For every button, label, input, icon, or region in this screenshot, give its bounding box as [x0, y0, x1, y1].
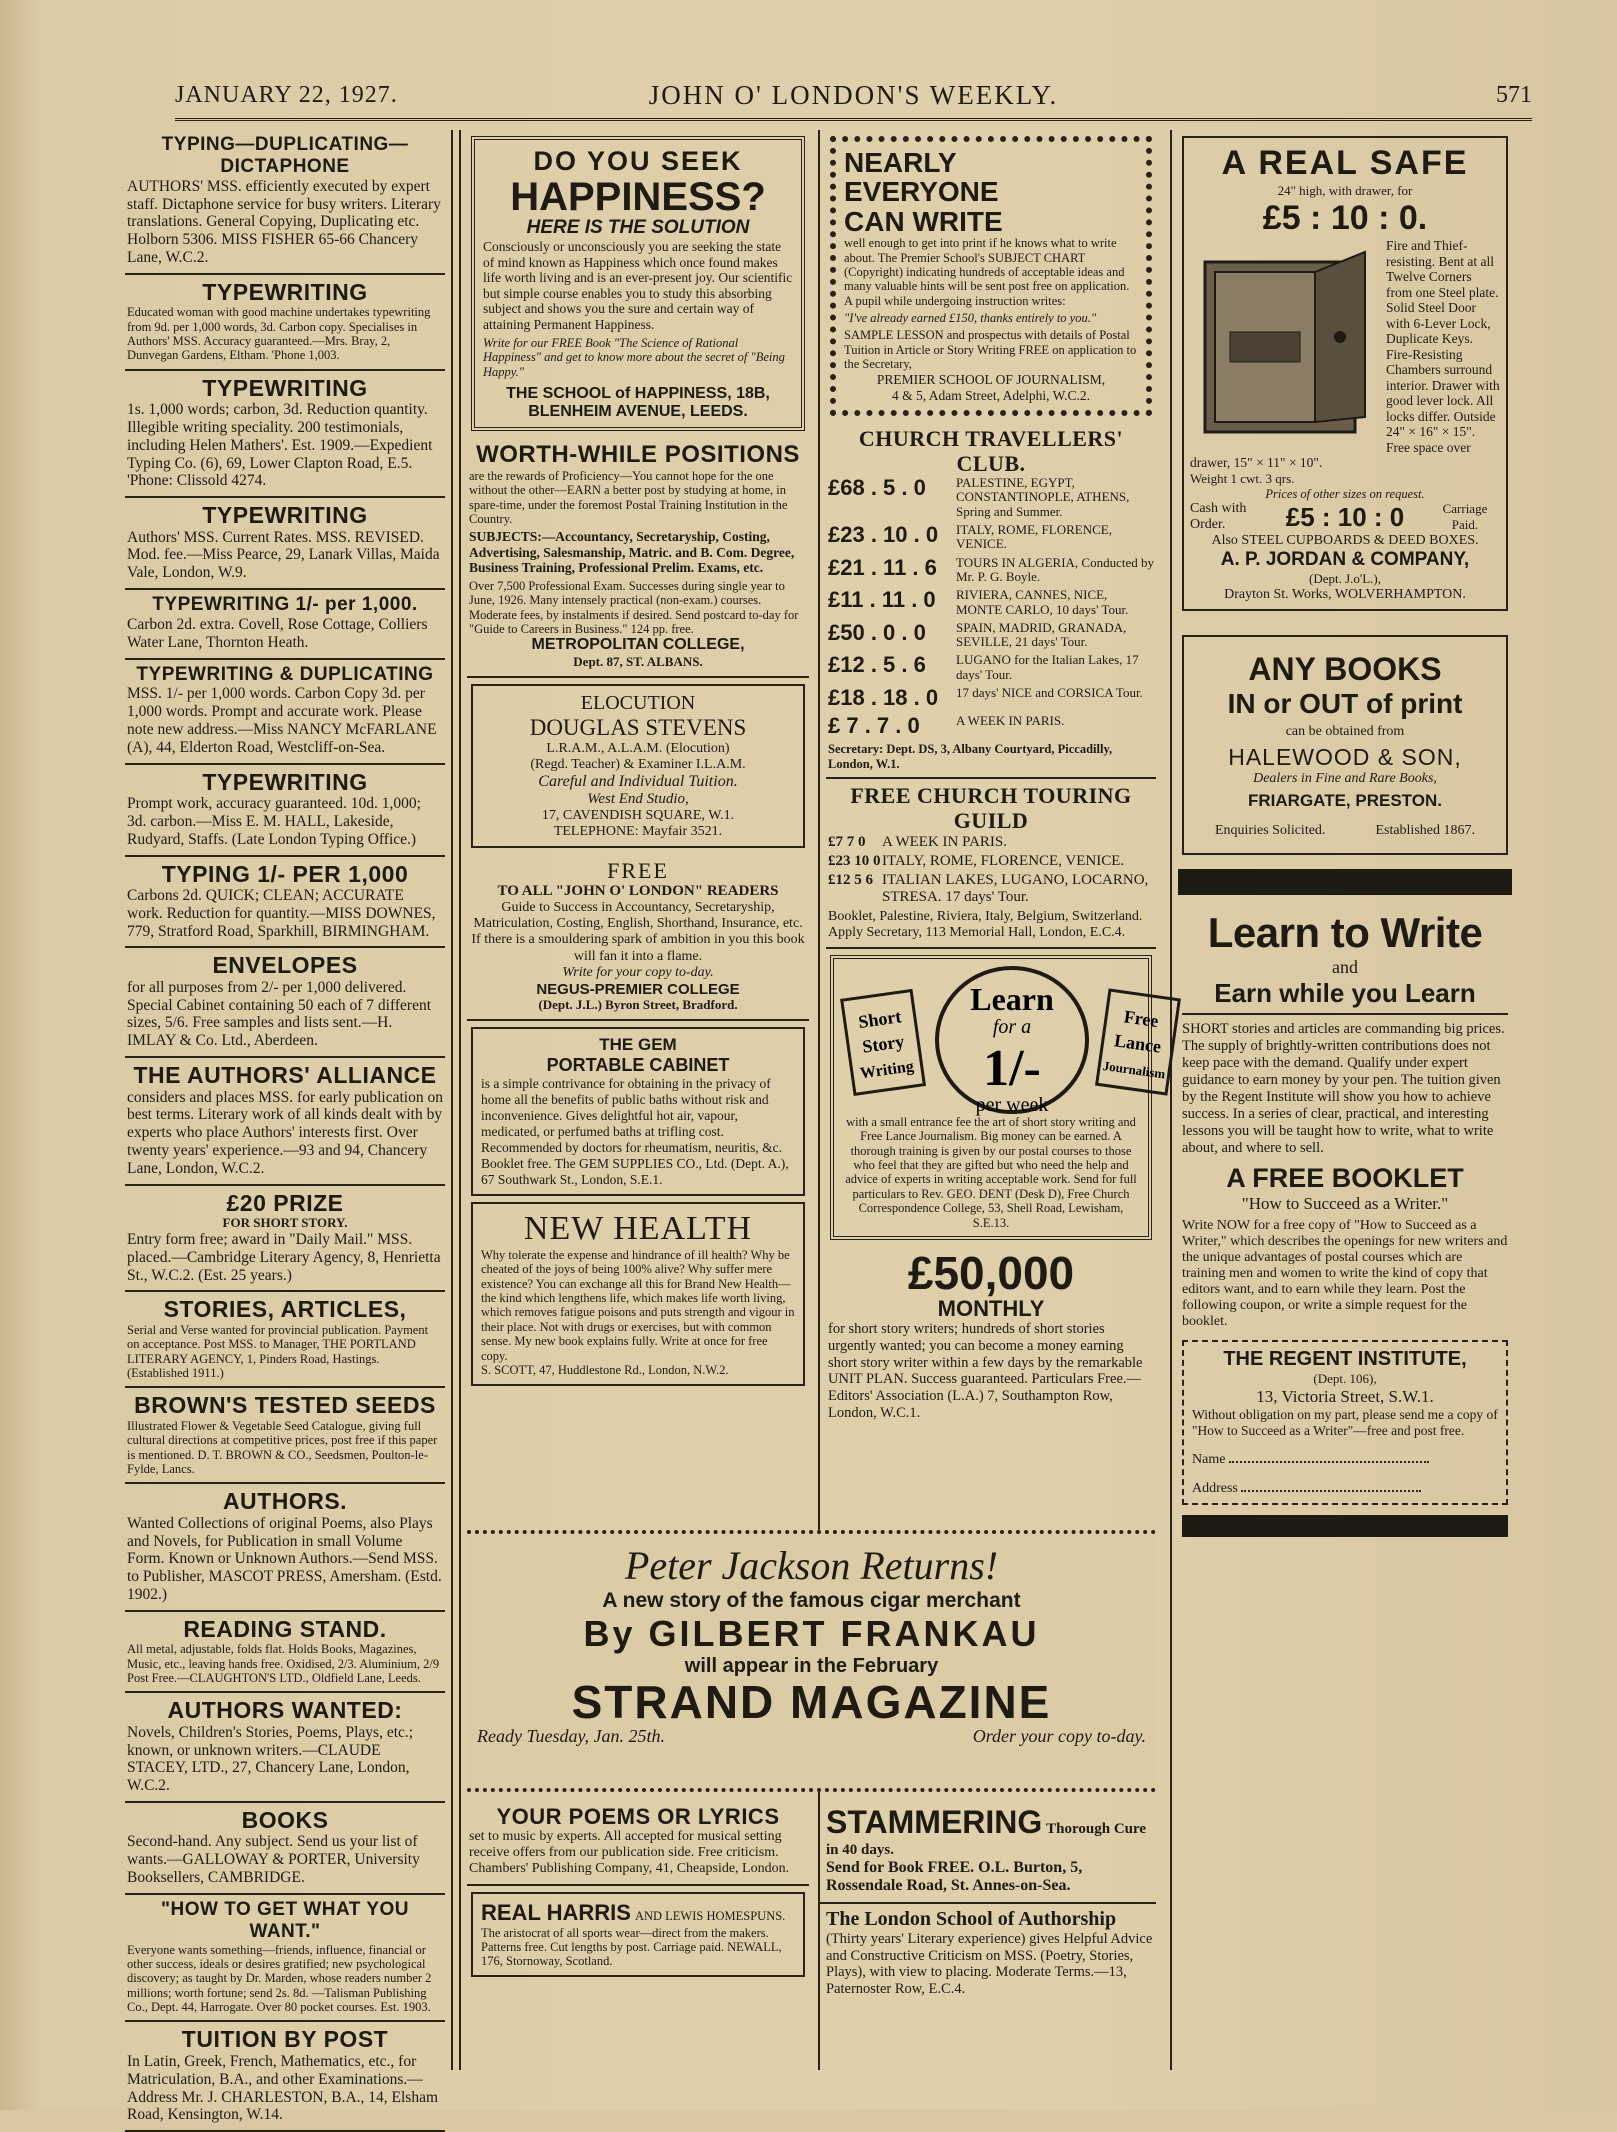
tour-price: £21 . 11 . 6	[828, 554, 937, 580]
name-field[interactable]	[1229, 1447, 1429, 1463]
tour-price: £23 10 0	[828, 852, 881, 869]
ad-subhead: A new story of the famous cigar merchant	[602, 1589, 1021, 1612]
price-row	[828, 686, 1154, 710]
ad-body: with a small entrance fee the art of short story writing and Free Lance Journalism. Big money can be earned. A thorough training is given by our postal courses to those who feel that they are gifted but who need the help and advice of experts in writing acceptable work. Send for full particulars to Rev. GEO. DENT (Desk D), Free Church Correspondence College, 53, Shell Road, Lewisham, S.E.13.	[845, 1114, 1137, 1230]
page-header	[175, 78, 1532, 121]
ad-headline: BROWN'S TESTED SEEDS	[134, 1392, 436, 1419]
elocution-ad	[471, 684, 805, 848]
ad-signature: PREMIER SCHOOL OF JOURNALISM,	[876, 371, 1106, 387]
ad-headline: ELOCUTION	[580, 691, 696, 714]
classified-ad	[125, 2022, 445, 2132]
tour-description: RIVIERA, CANNES, NICE, MONTE CARLO, 10 days' Tour.	[956, 587, 1129, 617]
ad-note: Write for our FREE Book "The Science of Rational Happiness" and get to know more about the secret of "Being Happy."	[483, 336, 785, 379]
ad-headline: READING STAND.	[183, 1615, 387, 1642]
ad-body: TELEPHONE: Mayfair 3521.	[553, 823, 723, 839]
ad-subhead: AND LEWIS HOMESPUNS.	[634, 1908, 786, 1923]
classified-ad	[125, 1895, 445, 2023]
ready-date: Ready Tuesday, Jan. 25th.	[477, 1726, 665, 1747]
ad-headline: TYPEWRITING 1/- per 1,000.	[152, 594, 418, 616]
ad-body: (Regd. Teacher) & Examiner I.L.A.M.	[530, 756, 746, 772]
price-row	[828, 834, 1154, 851]
per-week-label: per week	[975, 1093, 1049, 1116]
safe-ad	[1182, 136, 1508, 611]
magazine-name: STRAND MAGAZINE	[571, 1676, 1052, 1728]
bottom-right-ads	[818, 1800, 1156, 2004]
order-note: Order your copy to-day.	[972, 1726, 1146, 1747]
tour-price: £18 . 18 . 0	[828, 685, 939, 710]
ad-note: Prices of other sizes on request.	[1265, 486, 1425, 501]
ad-body: Carbon 2d. extra. Covell, Rose Cottage, Colliers Water Lane, Thornton Heath.	[127, 615, 428, 651]
ad-headline: Peter Jackson Returns!	[624, 1543, 999, 1588]
enquiries-note: Enquiries Solicited.	[1215, 823, 1326, 839]
ad-headline: STORIES, ARTICLES,	[163, 1296, 407, 1323]
ad-headline: A REAL SAFE	[1221, 144, 1469, 182]
ad-body: for all purposes from 2/- per 1,000 delivered. Special Cabinet containing 50 each of 7 different sizes, 5/6. Free samples and lists sent.—H. IMLAY & Co. Ltd., Aberdeen.	[127, 978, 432, 1050]
tour-description: A WEEK IN PARIS.	[956, 713, 1065, 729]
any-books-ad	[1182, 635, 1508, 855]
ad-body: Send for Book FREE. O.L. Burton, 5, Rossendale Road, St. Annes-on-Sea.	[826, 1859, 1083, 1895]
coupon[interactable]	[1182, 1340, 1508, 1505]
ad-headline: The London School of Authorship	[826, 1907, 1117, 1930]
coupon-title: THE REGENT INSTITUTE,	[1223, 1348, 1467, 1371]
bottom-left-ads	[467, 1800, 809, 1983]
ad-body: Over 7,500 Professional Exam. Successes during single year to June, 1926. Many intensely practical (non-exam.) courses. Moderate fees, by instalments if desired. Send postcard to-day for "Guide to Careers in Business." 124 pp. free.	[469, 578, 799, 636]
ad-body: 1s. 1,000 words; carbon, 3d. Reduction quantity. Illegible writing speciality. 200 testimonials, including Helen Mathers'. Est. 1909.—Expedient Typing Co. (6), 69, Lower Clapton Road, E.5. 'Phone: Clissold 4274.	[127, 401, 433, 490]
ad-body: Wanted Collections of original Poems, also Plays and Novels, for Publication in small Volume Form. Known or Unknown Authors.—Send MSS. to Publisher, MASCOT PRESS, Amersham. (Estd. 1902.)	[127, 1514, 442, 1603]
classified-ad	[125, 857, 445, 949]
nearly-everyone-ad	[830, 136, 1152, 416]
ad-headline: TUITION BY POST	[181, 2026, 389, 2053]
ad-subhead: "How to Succeed as a Writer."	[1241, 1194, 1449, 1214]
carriage-paid: Carriage Paid.	[1442, 501, 1488, 533]
ad-headline: A FREE BOOKLET	[1226, 1163, 1464, 1194]
ad-headline: ANY BOOKS	[1248, 651, 1442, 688]
divider-bar	[1178, 869, 1512, 895]
ad-body: All metal, adjustable, folds flat. Holds Books, Magazines, Music, etc., leaving hands free. Oxidised, 2/3. Aluminium, 2/9 Post Free.—CLAUGHTON'S LTD., Oldfield Lane, Leeds.	[127, 1642, 440, 1685]
ad-headline: AUTHORS WANTED:	[167, 1697, 403, 1724]
ad-headline: THE AUTHORS' ALLIANCE	[133, 1062, 437, 1089]
ad-body: Dealers in Fine and Rare Books,	[1253, 771, 1437, 787]
ad-body: Write NOW for a free copy of "How to Succeed as a Writer," which describes the openings for new writers and the unique advantages of postal courses which are training men and women to write the kind of copy that editors want, and to earn while they learn. Post the following coupon, or write a simple request for the booklet.	[1182, 1218, 1508, 1330]
ad-body: Everyone wants something—friends, influence, financial or other success, ideals or desires gratified; new psychological discovery; as taught by Dr. Marden, whose readers number 2 millions; worth fortune; send 2s. 8d. —Talisman Publishing Co., Dept. 44, Harrogate. Over 80 pocket courses. Est. 1903.	[127, 1942, 432, 2015]
classified-ad	[125, 1388, 445, 1484]
ad-body: Illustrated Flower & Vegetable Seed Catalogue, giving full cultural directions at competitive prices, post free if this paper is mentioned. D. T. BROWN & CO., Seedsmen, Poulton-le-Fylde, Lancs.	[127, 1418, 438, 1476]
ad-body: MSS. 1/- per 1,000 words. Carbon Copy 3d. per 1,000 words. Prompt and accurate work. Please note new address.—Miss NANCY McFARLANE (A), 44, Elderton Road, Westcliff-on-Sea.	[127, 685, 437, 756]
address-field[interactable]	[1241, 1476, 1421, 1492]
cash-with-order: Cash with Order.	[1190, 501, 1247, 533]
stammering-ad	[818, 1800, 1156, 1904]
ad-headline: £20 PRIZE	[226, 1189, 344, 1216]
ad-headline: TYPEWRITING	[202, 502, 368, 529]
classified-ad	[125, 590, 445, 659]
safe-weight: Weight 1 cwt. 3 qrs.	[1190, 470, 1295, 486]
ad-headline: CAN WRITE	[844, 205, 1003, 237]
ad-subhead: TO ALL "JOHN O' LONDON" READERS	[497, 882, 779, 899]
price-row	[828, 523, 1154, 552]
ad-body: well enough to get into print if he knows what to write about. The Premier School's SUBJECT CHART (Copyright) indicating hundreds of acceptable ideas and many valuable hints will be sent post free on application. A pupil while undergoing instruction writes:	[844, 236, 1130, 308]
ad-signature: (Dept. J.o'L.),	[1308, 571, 1382, 587]
writing-label: Writing	[859, 1057, 915, 1083]
harris-ad	[471, 1892, 805, 1977]
classified-ad	[125, 275, 445, 371]
ad-signature: Drayton St. Works, WOLVERHAMPTON.	[1224, 587, 1466, 603]
classified-ad	[125, 1186, 445, 1293]
ad-body: can be obtained from	[1285, 724, 1405, 740]
ad-price: £5 : 10 : 0	[1285, 501, 1405, 532]
ad-subhead: and	[1332, 957, 1358, 978]
ad-signature: METROPOLITAN COLLEGE,	[531, 636, 745, 654]
price-row	[828, 714, 1154, 738]
classified-ad	[125, 948, 445, 1058]
classified-ad	[125, 498, 445, 590]
classified-ad	[125, 371, 445, 499]
ad-signature: 4 & 5, Adam Street, Adelphi, W.C.2.	[892, 387, 1090, 403]
price-list	[828, 476, 1154, 738]
ad-signature: NEGUS-PREMIER COLLEGE	[536, 980, 740, 998]
coupon-body: Without obligation on my part, please send me a copy of "How to Succeed as a Writer"—free and post free.	[1192, 1407, 1498, 1439]
ad-body: SAMPLE LESSON and prospectus with details of Postal Tuition in Article or Story Writing FREE on application to the Secretary,	[844, 328, 1137, 372]
ad-body: The aristocrat of all sports wear—direct from the makers. Patterns free. Cut lengths by post. Carriage paid. NEWALL, 176, Stornoway, Scotland.	[481, 1925, 782, 1969]
free-guide-ad	[467, 854, 809, 1021]
ad-body: Novels, Children's Stories, Poems, Plays, etc.; known, or unknown writers.—CLAUDE STACEY, LTD., 27, Chancery Lane, London, W.C.2.	[127, 1723, 414, 1795]
classified-ad	[125, 1292, 445, 1388]
story-label: Story	[861, 1030, 906, 1057]
ad-headline: THE GEM	[599, 1034, 677, 1054]
ad-body: Entry form free; award in "Daily Mail." MSS. placed.—Cambridge Literary Agency, 8, Henrietta St., W.C.2. (Est. 25 years.)	[127, 1230, 441, 1284]
classified-ad	[125, 1484, 445, 1612]
safe-illustration	[1190, 242, 1380, 442]
ad-headline: HAPPINESS?	[510, 175, 766, 219]
page-number: 571	[1496, 82, 1532, 108]
gem-cabinet-ad	[471, 1027, 805, 1196]
short-label: Short	[857, 1006, 903, 1032]
coupon-dept: (Dept. 106),	[1313, 1371, 1377, 1387]
name-label: Name	[1192, 1452, 1226, 1468]
ad-headline: TYPEWRITING	[202, 278, 368, 305]
column-rule	[459, 130, 461, 2070]
tour-price: £68 . 5 . 0	[828, 475, 926, 501]
ad-subhead: FOR SHORT STORY.	[222, 1215, 348, 1230]
fifty-thousand-ad	[826, 1246, 1156, 1427]
ad-headline: WORTH-WHILE POSITIONS	[476, 441, 800, 469]
address-label: Address	[1192, 1481, 1238, 1497]
ad-body: Careful and Individual Tuition.	[538, 772, 738, 790]
ad-body: set to music by experts. All accepted for musical setting receive offers from our publication side. Free criticism. Chambers' Publishing Company, 41, Cheapside, London.	[469, 1829, 790, 1877]
ad-headline: ENVELOPES	[212, 952, 358, 979]
ad-signature: FRIARGATE, PRESTON.	[1248, 791, 1442, 811]
ad-body: Carbons 2d. QUICK; CLEAN; ACCURATE work. Reduction for quantity.—MISS DOWNES, 779, Stratford Road, Sparkhill, BIRMINGHAM.	[127, 886, 436, 940]
poems-ad	[467, 1800, 809, 1886]
ad-body: Authors' MSS. Current Rates. MSS. REVISED. Mod. fee.—Miss Pearce, 29, Lanark Villas, Maida Vale, London, W.9.	[127, 528, 440, 582]
tour-description: TOURS IN ALGERIA, Conducted by Mr. P. G. Boyle.	[956, 554, 1155, 584]
ad-signature: THE SCHOOL of HAPPINESS, 18B, BLENHEIM AVENUE, LEEDS.	[506, 385, 770, 421]
tour-description: PALESTINE, EGYPT, CONSTANTINOPLE, ATHENS, Spring and Summer.	[956, 475, 1130, 519]
church-travellers-ad	[826, 422, 1156, 780]
ad-body: for short story writers; hundreds of short stories urgently wanted; you can become a money earning short story writer within a few days by the remarkable UNIT PLAN. Success guaranteed. Particulars Free.—Editors' Association (L.A.) 7, Southampton Row, London, W.C.1.	[828, 1321, 1143, 1421]
ad-headline: NEW HEALTH	[523, 1209, 753, 1247]
ad-headline: TYPEWRITING & DUPLICATING	[136, 663, 434, 685]
happiness-ad	[471, 136, 805, 431]
ad-headline: PORTABLE CABINET	[546, 1054, 730, 1075]
learn-banner-illustration	[842, 965, 1182, 1115]
price-row	[828, 588, 1154, 617]
ad-subhead: HERE IS THE SOLUTION	[526, 217, 750, 238]
ad-headline: TYPING—DUPLICATING— DICTAPHONE	[161, 134, 409, 177]
tour-price: £12 5 6	[828, 872, 873, 889]
for-a-label: for a	[992, 1015, 1032, 1038]
tour-description: ITALY, ROME, FLORENCE, VENICE.	[956, 522, 1112, 552]
tour-price: £ 7 . 7 . 0	[828, 713, 920, 739]
tour-price: £50 . 0 . 0	[828, 619, 926, 645]
journalism-label: Journalism	[1101, 1057, 1167, 1082]
ad-signature: (Dept. J.L.) Byron Street, Bradford.	[538, 996, 738, 1012]
learn-label: Learn	[970, 980, 1054, 1017]
ad-body: Second-hand. Any subject. Send us your list of wants.—GALLOWAY & PORTER, University Booksellers, CAMBRIDGE.	[127, 1833, 420, 1887]
ad-headline: TYPEWRITING	[202, 768, 368, 795]
ad-body: L.R.A.M., A.L.A.M. (Elocution)	[546, 740, 730, 756]
tour-description: SPAIN, MADRID, GRANADA, SEVILLE, 21 days' Tour.	[956, 619, 1127, 650]
ad-body: Fire and Thief-resisting. Bent at all Twelve Corners from one Steel plate. Solid Steel Door with 6-Lever Lock, Duplicate Keys. Fire-Resisting Chambers surround interior. Drawer with good lever lock. All locks differ. Outside 24" × 16" × 15". Free space over drawer, 15" × 11" × 10".	[1190, 238, 1500, 471]
ad-body: Serial and Verse wanted for provincial publication. Payment on acceptance. Post MSS. to Manager, THE PORTLAND LITERARY AGENCY, 1, Pinders Road, Hastings. (Established 1911.)	[127, 1322, 429, 1380]
ad-headline: Learn to Write	[1207, 909, 1483, 957]
free-church-guild-ad	[826, 779, 1156, 949]
ad-body: Booklet, Palestine, Riviera, Italy, Belgium, Switzerland. Apply Secretary, 113 Memorial Hall, London, E.C.4.	[828, 908, 1143, 940]
ad-signature: Dept. 87, ST. ALBANS.	[573, 653, 703, 669]
ad-headline: AUTHORS.	[222, 1488, 348, 1515]
ad-body: Prompt work, accuracy guaranteed. 10d. 1,000; 3d. carbon.—Miss E. M. HALL, Lakeside, Rudyard, Staffs. (Late London Typing Office.)	[127, 795, 421, 848]
price-row	[828, 476, 1154, 519]
ad-subhead: MONTHLY	[937, 1295, 1045, 1321]
classified-ad	[125, 660, 445, 765]
worthwhile-ad	[467, 437, 809, 677]
price-row	[828, 556, 1154, 585]
ad-signature: A. P. JORDAN & COMPANY,	[1220, 549, 1470, 571]
ad-headline: TYPING 1/- PER 1,000	[161, 860, 409, 887]
ad-subhead: Thorough Cure in 40 days.	[826, 1821, 1147, 1858]
ad-body: (Thirty years' Literary experience) gives Helpful Advice and Constructive Criticism on MSS. (Poetry, Stories, Plays), with view to placing. Moderate Terms.—13, Paternoster Row, E.C.4.	[826, 1930, 1153, 1997]
ad-headline: DO YOU SEEK	[533, 146, 743, 176]
ad-signature: S. SCOTT, 47, Huddlestone Rd., London, N.W.2.	[481, 1362, 729, 1377]
author-line: By GILBERT FRANKAU	[583, 1613, 1040, 1654]
price-row	[828, 853, 1154, 870]
ad-headline: FREE	[607, 857, 669, 883]
ad-subhead: 24" high, with drawer, for	[1277, 183, 1413, 198]
ad-body: Why tolerate the expense and hindrance of ill health? Why be cheated of the joys of being 100% alive? Why suffer mere existence? You can exchange all this for Brand New Health—the kind which lengthens life, which makes life worth living, which removes fatigue poisons and puts strength and vigour in their place. Not with drugs or exercises, but with common sense. My new book explains fully. Write at once for free copy.	[481, 1247, 795, 1363]
ad-headline: DOUGLAS STEVENS	[529, 714, 747, 740]
regent-institute-ad	[1178, 909, 1512, 1537]
ad-headline: £50,000	[907, 1246, 1075, 1299]
ad-body: considers and places MSS. for early publication on best terms. Literary work of all kinds dealt with by experts who place Authors' interests first. Over twenty years' experience.—93 and 94, Chancery Lane, London, W.C.2.	[127, 1088, 443, 1177]
publication-title: JOHN O' LONDON'S WEEKLY.	[648, 80, 1059, 110]
lance-label: Lance	[1113, 1030, 1163, 1057]
ad-body: SUBJECTS:—Accountancy, Secretaryship, Costing, Advertising, Salesmanship, Matric. and B. Com. Degree, Business Training, Professional Prelim. Exams, etc.	[469, 529, 795, 576]
established-note: Established 1867.	[1375, 823, 1475, 839]
classified-ad	[125, 765, 445, 857]
ad-headline: TYPEWRITING	[202, 374, 368, 401]
tour-price: £11 . 11 . 0	[828, 587, 936, 613]
ad-headline: "HOW TO GET WHAT YOU WANT."	[160, 1898, 410, 1942]
classified-ad	[125, 1693, 445, 1803]
divider-bar	[1182, 1515, 1508, 1537]
tour-description: 17 days' NICE and CORSICA Tour.	[956, 685, 1143, 700]
ad-headline: NEARLY	[844, 147, 957, 178]
price-list	[828, 834, 1154, 907]
ad-note: Write for your copy to-day.	[562, 964, 714, 980]
classified-ad	[125, 1612, 445, 1694]
london-school-ad	[818, 1904, 1156, 2004]
ad-body: Also STEEL CUPBOARDS & DEED BOXES.	[1211, 533, 1479, 549]
ad-headline: BOOKS	[241, 1807, 329, 1833]
coupon-address: 13, Victoria Street, S.W.1.	[1256, 1387, 1434, 1407]
classified-ad	[125, 1803, 445, 1895]
tour-description: LUGANO for the Italian Lakes, 17 days' Tour.	[956, 652, 1139, 682]
tour-description: A WEEK IN PARIS.	[882, 833, 1008, 850]
ad-body: 17, CAVENDISH SQUARE, W.1.	[541, 807, 735, 823]
ad-body: AUTHORS' MSS. efficiently executed by expert staff. Dictaphone service for busy writers. Literary translations. General Copying, Duplicating etc. Holborn 5306. MISS FISHER 65-66 Chancery Lane, W.C.2.	[127, 177, 441, 266]
column-three	[826, 130, 1167, 1615]
ad-headline: CHURCH TRAVELLERS' CLUB.	[858, 425, 1124, 476]
ad-body: are the rewards of Proficiency—You cannot hope for the one without the other—EARN a better post by studying at home, in spare-time, under the foremost Postal Training Institution in the Country.	[469, 468, 788, 526]
free-label: Free	[1122, 1006, 1160, 1031]
learn-shilling-ad	[830, 955, 1167, 1240]
tour-price: £7 7 0	[828, 833, 866, 850]
ad-headline: EVERYONE	[844, 176, 999, 208]
ad-body: SHORT stories and articles are commanding big prices. The supply of brightly-written contributions does not keep pace with the demand. Qualify under expert guidance to earn money by your pen. The tuition given by the Regent Institute will show you how to achieve success. In a series of clear, practical, and interesting lessons you will be taught how to write, what to write about, and where to sell.	[1182, 1021, 1505, 1157]
ad-body: Consciously or unconsciously you are seeking the state of mind known as Happiness which once found makes life worth living and is an ever-present joy. Our scientific but simple course enables you to study this absorbing subject and shows you the sure and certain way of attaining Permanent Happiness.	[483, 239, 793, 332]
tour-description: ITALY, ROME, FLORENCE, VENICE.	[882, 852, 1125, 869]
ad-headline: YOUR POEMS OR LYRICS	[496, 1804, 780, 1829]
tour-price: £23 . 10 . 0	[828, 522, 939, 548]
tour-price: £12 . 5 . 6	[828, 652, 926, 678]
ad-body: In Latin, Greek, French, Mathematics, etc., for Matriculation, B.A., and other Examinations.—Address Mr. J. CHARLESTON, B.A., 14, Elsham Road, Kensington, W.14.	[127, 2052, 439, 2124]
ad-body: Educated woman with good machine undertakes typewriting from 9d. per 1,000 words, 3d. Carbon copy. Specialises in Authors' MSS. Accuracy guaranteed.—Mrs. Bray, 2, Dunvegan Gardens, Eltham. 'Phone 1,003.	[127, 305, 431, 363]
ad-subhead: will appear in the February	[684, 1655, 939, 1677]
ad-headline: IN or OUT of print	[1227, 688, 1463, 720]
ad-headline: FREE CHURCH TOURING GUILD	[850, 783, 1132, 834]
ad-quote: "I've already earned £150, thanks entirely to you."	[844, 311, 1097, 326]
price-row	[828, 872, 1154, 907]
price-row	[828, 621, 1154, 650]
price-label: 1/-	[983, 1039, 1041, 1097]
column-four	[1178, 130, 1512, 2070]
ad-body: West End Studio,	[587, 790, 689, 807]
ad-headline: STAMMERING	[826, 1804, 1043, 1840]
price-row	[828, 653, 1154, 682]
ad-body: is a simple contrivance for obtaining in the privacy of home all the benefits of public baths without risk and inconvenience. Gives delightful hot air, vapour, medicated, or perfumed baths at trifling cost. Recommended by doctors for rheumatism, neuritis, &c. Booklet free. The GEM SUPPLIES CO., Ltd. (Dept. A.), 67 Southwark St., London, S.E.1.	[481, 1075, 789, 1187]
ad-signature: Secretary: Dept. DS, 3, Albany Courtyard, Piccadilly, London, W.1.	[828, 742, 1113, 771]
new-health-ad	[471, 1202, 805, 1386]
tour-description: ITALIAN LAKES, LUGANO, LOCARNO, STRESA. 17 days' Tour.	[882, 872, 1149, 906]
ad-body: Guide to Success in Accountancy, Secretaryship, Matriculation, Costing, English, Shorthand, Insurance, etc. If there is a smouldering spark of ambition in you this book will fan it into a flame.	[471, 900, 805, 964]
ad-price: £5 : 10 : 0.	[1262, 199, 1428, 237]
strand-magazine-ad	[467, 1530, 1156, 1792]
ad-headline: REAL HARRIS	[481, 1899, 631, 1925]
ad-headline: Earn while you Learn	[1182, 978, 1508, 1015]
ad-signature: HALEWOOD & SON,	[1228, 744, 1462, 771]
classified-ad	[125, 1058, 445, 1186]
classified-ad	[125, 130, 445, 275]
issue-date: JANUARY 22, 1927.	[175, 82, 398, 108]
classified-column	[125, 130, 453, 2124]
